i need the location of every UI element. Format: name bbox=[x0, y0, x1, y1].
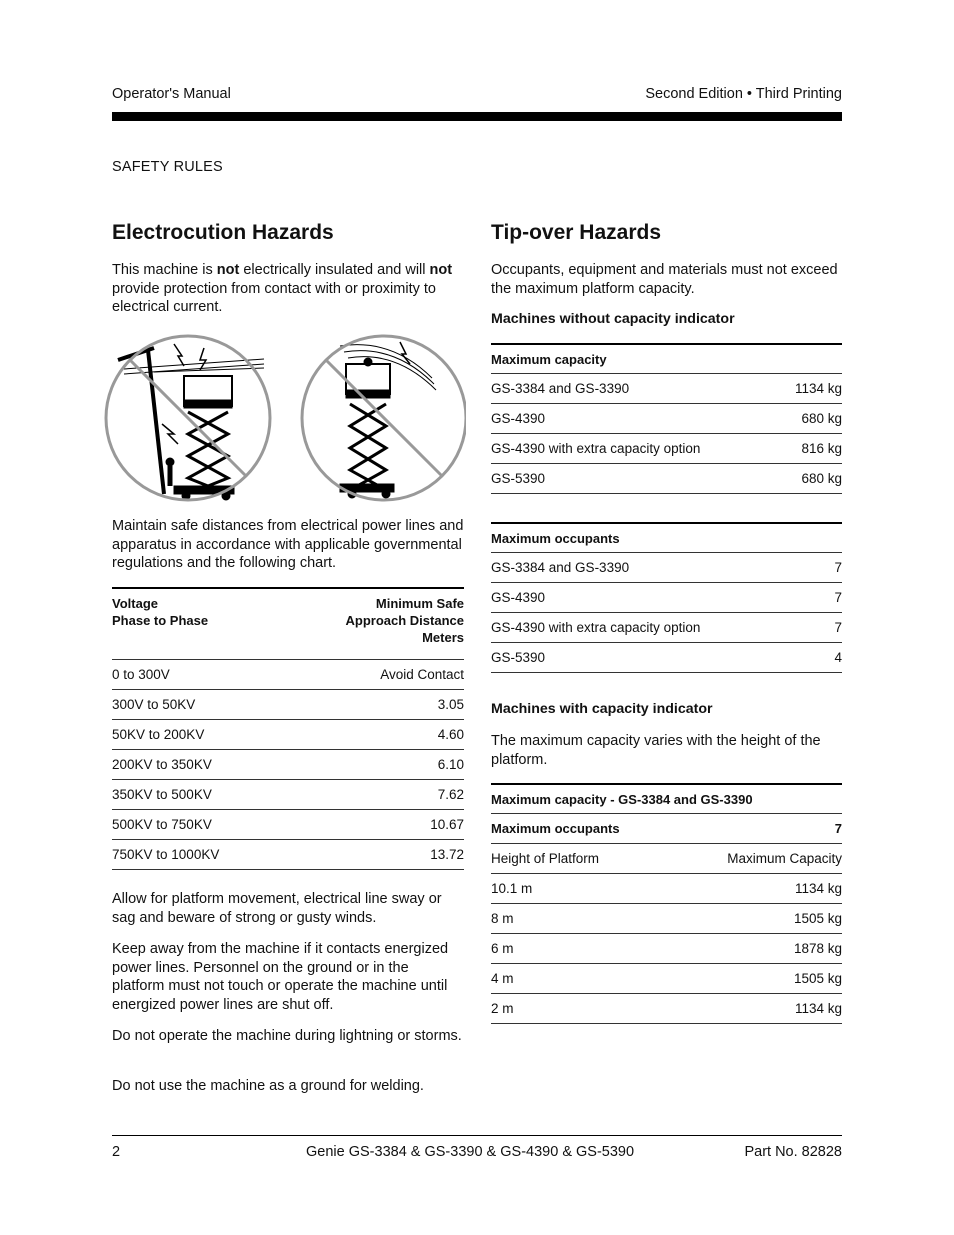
table-row: 0 to 300V Avoid Contact bbox=[112, 660, 464, 690]
max-occupants-header: Maximum occupants bbox=[491, 523, 842, 553]
approach-header: Approach Distance bbox=[345, 613, 464, 628]
indicator-table-header: Maximum capacity - GS-3384 and GS-3390 bbox=[491, 784, 842, 814]
table-row: 2 m 1134 kg bbox=[491, 994, 842, 1024]
electrocution-illustration bbox=[104, 334, 466, 502]
capacity-varies-text: The maximum capacity varies with the height of the platform. bbox=[491, 733, 821, 768]
power-line-scene bbox=[106, 336, 270, 500]
table-row: GS-3384 and GS-3390 1134 kg bbox=[491, 374, 842, 404]
keep-away-text: Keep away from the machine if it contacts energized power lines. Personnel on the ground or in the platform must not touch or operate the machine until energized power lines are shut off. bbox=[112, 941, 449, 1013]
section-tag: SAFETY RULES bbox=[112, 159, 223, 175]
maintain-distance-text: Maintain safe distances from electrical power lines and apparatus in accordance with applicable governmental regulations and the following chart. bbox=[112, 518, 464, 571]
min-safe-header: Minimum Safe bbox=[375, 596, 464, 611]
max-occupants-table bbox=[491, 522, 842, 673]
footer-rule bbox=[112, 1135, 842, 1136]
platform-movement-text: Allow for platform movement, electrical line sway or sag and beware of strong or gusty winds. bbox=[112, 891, 442, 926]
table-row: 500KV to 750KV 10.67 bbox=[112, 810, 464, 840]
with-indicator-subhead: Machines with capacity indicator bbox=[491, 701, 713, 717]
electrocution-intro: This machine is not electrically insulated and will not provide protection from contact with or proximity to electrical current. bbox=[112, 262, 453, 315]
table-row: Maximum occupants 7 bbox=[491, 814, 842, 844]
table-row: 8 m 1505 kg bbox=[491, 904, 842, 934]
electrocution-title: Electrocution Hazards bbox=[112, 221, 334, 244]
tipover-intro: Occupants, equipment and materials must not exceed the maximum platform capacity. bbox=[491, 262, 838, 297]
table-row: 6 m 1878 kg bbox=[491, 934, 842, 964]
table-row: GS-4390 7 bbox=[491, 583, 842, 613]
voltage-table bbox=[112, 587, 464, 870]
table-row: GS-4390 with extra capacity option 7 bbox=[491, 613, 842, 643]
table-row: Height of Platform Maximum Capacity bbox=[491, 844, 842, 874]
phase-header: Phase to Phase bbox=[112, 613, 209, 628]
max-capacity-header: Maximum capacity bbox=[491, 344, 842, 374]
indicator-capacity-table bbox=[491, 783, 842, 1024]
page-number: 2 bbox=[112, 1144, 121, 1160]
part-number: Part No. 82828 bbox=[744, 1144, 842, 1160]
table-row: 300V to 50KV 3.05 bbox=[112, 690, 464, 720]
voltage-header: Voltage bbox=[112, 596, 158, 611]
lightning-text: Do not operate the machine during lightning or storms. bbox=[112, 1028, 462, 1044]
tipover-title: Tip-over Hazards bbox=[491, 221, 661, 244]
table-row: GS-5390 680 kg bbox=[491, 464, 842, 494]
header-left: Operator's Manual bbox=[112, 86, 231, 102]
table-row: GS-4390 with extra capacity option 816 kg bbox=[491, 434, 842, 464]
meters-header: Meters bbox=[422, 630, 464, 645]
max-capacity-table bbox=[491, 343, 842, 494]
table-row: GS-3384 and GS-3390 7 bbox=[491, 553, 842, 583]
overhead-line-scene bbox=[302, 336, 466, 500]
header-rule bbox=[112, 112, 842, 121]
without-indicator-subhead: Machines without capacity indicator bbox=[491, 311, 735, 327]
table-row: 4 m 1505 kg bbox=[491, 964, 842, 994]
table-row: 50KV to 200KV 4.60 bbox=[112, 720, 464, 750]
table-row: 200KV to 350KV 6.10 bbox=[112, 750, 464, 780]
table-row: GS-5390 4 bbox=[491, 643, 842, 673]
table-row: GS-4390 680 kg bbox=[491, 404, 842, 434]
table-row: 750KV to 1000KV 13.72 bbox=[112, 840, 464, 870]
footer-title: Genie GS-3384 & GS-3390 & GS-4390 & GS-5390 bbox=[306, 1144, 635, 1160]
header-right: Second Edition • Third Printing bbox=[645, 86, 842, 102]
welding-text: Do not use the machine as a ground for welding. bbox=[112, 1078, 424, 1094]
table-row: 350KV to 500KV 7.62 bbox=[112, 780, 464, 810]
table-row: 10.1 m 1134 kg bbox=[491, 874, 842, 904]
